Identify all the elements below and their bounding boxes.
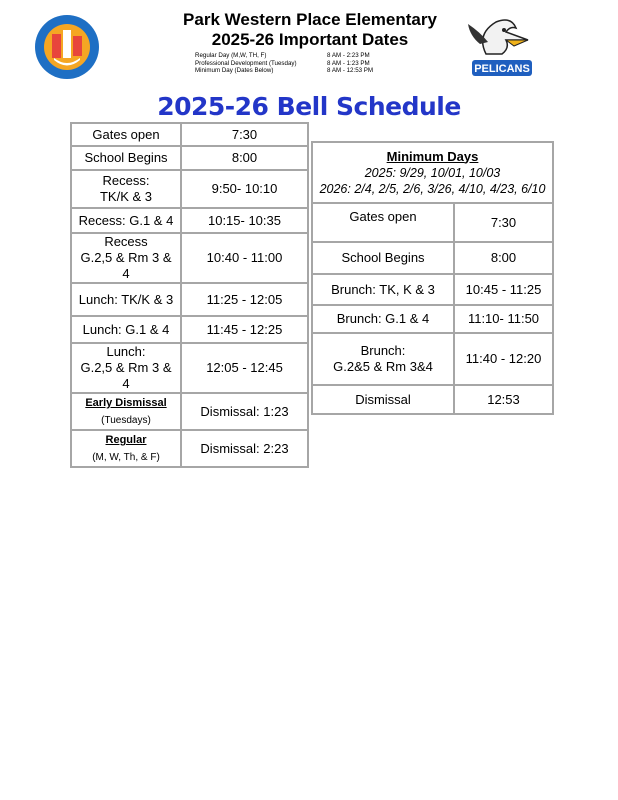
period-label: Gates open [312, 203, 454, 242]
period-time: 10:45 - 11:25 [454, 274, 553, 305]
period-label: Lunch: G.1 & 4 [71, 316, 181, 343]
page-header [0, 0, 618, 85]
period-time: 8:00 [181, 146, 308, 170]
period-label: Brunch: G.1 & 4 [312, 305, 454, 333]
period-time: 11:45 - 12:25 [181, 316, 308, 343]
minimum-schedule-table [311, 141, 554, 415]
period-label [71, 233, 181, 283]
table-row [71, 393, 308, 430]
period-label: School Begins [71, 146, 181, 170]
period-time: 7:30 [181, 123, 308, 146]
table-row [312, 274, 553, 305]
period-label-line1: Lunch: [106, 344, 146, 359]
period-label: Gates open [71, 123, 181, 146]
table-row [71, 343, 308, 393]
date-label: Minimum Day (Dates Below) [195, 67, 274, 75]
period-time: 11:40 - 12:20 [454, 333, 553, 385]
minimum-dates-2026: 2026: 2/4, 2/5, 2/6, 3/26, 4/10, 4/23, 6/10 [319, 181, 546, 196]
table-row [71, 146, 308, 170]
table-row [71, 208, 308, 233]
period-label-line2: G.2,5 & Rm 3 & 4 [80, 250, 172, 281]
period-label-line2: TK/K & 3 [99, 189, 153, 204]
lausd-logo [34, 14, 100, 80]
important-dates [195, 52, 373, 75]
minimum-days-header [312, 142, 553, 203]
regular-schedule-table [70, 122, 309, 468]
early-dismissal-heading: Early Dismissal [85, 397, 167, 409]
early-dismissal-sub: (Tuesdays) [101, 415, 151, 426]
date-time: 8 AM - 1:23 PM [327, 59, 370, 67]
svg-text:PELICANS: PELICANS [474, 63, 530, 75]
period-label-line1: Brunch: [360, 343, 406, 358]
regular-dismissal-label [71, 430, 181, 467]
period-label: Lunch: TK/K & 3 [71, 283, 181, 316]
table-row [312, 203, 553, 242]
period-time: 12:53 [454, 385, 553, 414]
period-time: 7:30 [454, 203, 553, 242]
table-row [71, 123, 308, 146]
period-label: Recess: G.1 & 4 [71, 208, 181, 233]
date-label: Professional Development (Tuesday) [195, 59, 297, 67]
date-row [195, 67, 373, 75]
date-time: 8 AM - 12:53 PM [327, 67, 374, 75]
period-time: 10:40 - 11:00 [181, 233, 308, 283]
date-label: Regular Day (M,W, TH, F) [195, 52, 267, 59]
date-row [195, 52, 373, 60]
table-row [312, 305, 553, 333]
regular-dismissal-time: Dismissal: 2:23 [181, 430, 308, 467]
period-label [71, 343, 181, 393]
school-name: Park Western Place Elementary [183, 10, 437, 29]
period-label: Dismissal [312, 385, 454, 414]
regular-dismissal-heading: Regular [105, 434, 147, 446]
period-label: Brunch: TK, K & 3 [312, 274, 454, 305]
period-time: 9:50- 10:10 [181, 170, 308, 208]
period-label [312, 333, 454, 385]
regular-dismissal-sub: (M, W, Th, & F) [92, 452, 160, 463]
early-dismissal-time: Dismissal: 1:23 [181, 393, 308, 430]
period-label-line1: Recess: [102, 173, 150, 188]
period-time: 10:15- 10:35 [181, 208, 308, 233]
period-label-line2: G.2,5 & Rm 3 & 4 [80, 360, 172, 391]
bell-schedule-title: 2025-26 Bell Schedule [157, 92, 461, 121]
period-label [71, 170, 181, 208]
table-row [312, 333, 553, 385]
early-dismissal-label [71, 393, 181, 430]
minimum-days-header-row [312, 142, 553, 203]
table-row [312, 242, 553, 274]
date-time: 8 AM - 2:23 PM [327, 52, 370, 59]
minimum-days-heading: Minimum Days [386, 148, 479, 164]
table-row [71, 283, 308, 316]
table-row [71, 233, 308, 283]
period-time: 12:05 - 12:45 [181, 343, 308, 393]
period-time: 11:10- 11:50 [454, 305, 553, 333]
pelicans-logo [466, 14, 538, 80]
minimum-dates-2025: 2025: 9/29, 10/01, 10/03 [364, 165, 501, 180]
table-row [71, 316, 308, 343]
period-time: 11:25 - 12:05 [181, 283, 308, 316]
dates-subtitle: 2025-26 Important Dates [211, 30, 409, 49]
period-label-line1: Recess [104, 234, 148, 249]
period-label: School Begins [312, 242, 454, 274]
period-label-line2: G.2&5 & Rm 3&4 [333, 359, 433, 374]
date-row [195, 60, 373, 68]
table-row [71, 430, 308, 467]
table-row [71, 170, 308, 208]
table-row [312, 385, 553, 414]
period-time: 8:00 [454, 242, 553, 274]
